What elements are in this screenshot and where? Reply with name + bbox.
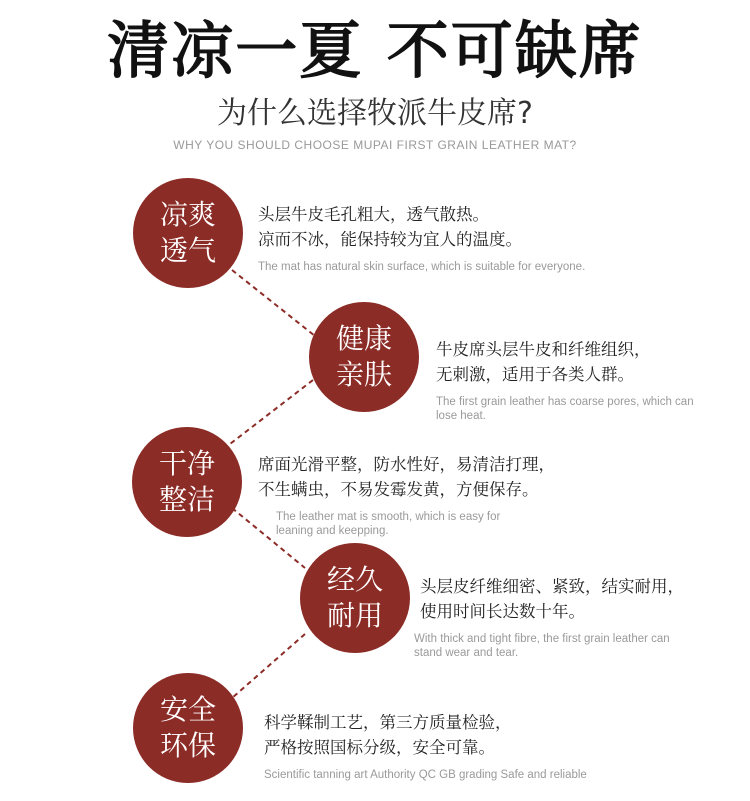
feature-desc-line: 头层牛皮毛孔粗大，透气散热。 [258, 205, 489, 224]
feature-desc-line: 头层皮纤维细密、紧致，结实耐用， [420, 577, 684, 596]
feature-badge-label: 安全环保 [159, 693, 216, 762]
feature-desc-en: Scientific tanning art Authority QC GB grading Safe and reliable [264, 769, 587, 781]
feature-badge-cool [133, 178, 243, 288]
feature-description-cool [258, 202, 658, 274]
feature-desc-line: 严格按照国标分级，安全可靠。 [264, 738, 495, 757]
feature-description-clean [258, 452, 618, 538]
feature-desc-en: The mat has natural skin surface, which is suitable for everyone. [258, 261, 586, 273]
feature-badge-label: 经久耐用 [326, 563, 383, 632]
feature-desc-line: 凉而不冰，能保持较为宜人的温度。 [258, 230, 522, 249]
feature-desc-line: 科学鞣制工艺，第三方质量检验， [264, 713, 512, 732]
feature-desc-en: With thick and tight fibre, the first grain leather can stand wear and tear. [414, 633, 670, 659]
feature-desc-en: The leather mat is smooth, which is easy for leaning and keepping. [276, 511, 501, 537]
feature-desc-line: 使用时间长达数十年。 [420, 602, 585, 621]
feature-badge-label: 健康亲肤 [335, 322, 392, 391]
feature-desc-en: The first grain leather has coarse pores, which can lose heat. [436, 396, 694, 422]
feature-badge-clean [132, 427, 242, 537]
page-subtitle: 为什么选择牧派牛皮席? [217, 96, 533, 131]
page-title: 清凉一夏 不可缺席 [107, 14, 643, 87]
connector-line [232, 270, 315, 336]
page-subtitle-en: WHY YOU SHOULD CHOOSE MUPAI FIRST GRAIN LEATHER MAT? [173, 138, 577, 152]
feature-description-skin [436, 337, 706, 423]
connector-line [232, 634, 305, 698]
feature-desc-line: 无刺激，适用于各类人群。 [436, 365, 634, 384]
feature-description-eco [264, 710, 664, 782]
feature-desc-line: 席面光滑平整，防水性好，易清洁打理， [258, 455, 555, 474]
feature-desc-line: 不生螨虫，不易发霉发黄，方便保存。 [258, 480, 539, 499]
feature-badge-label: 干净整洁 [158, 447, 215, 516]
feature-description-durable [414, 574, 720, 660]
feature-desc-line: 牛皮席头层牛皮和纤维组织， [436, 340, 651, 359]
feature-badge-eco [133, 673, 243, 783]
feature-badge-durable [300, 543, 410, 653]
feature-badge-label: 凉爽透气 [159, 198, 216, 267]
connector-line [230, 380, 313, 444]
feature-badge-skin [309, 302, 419, 412]
